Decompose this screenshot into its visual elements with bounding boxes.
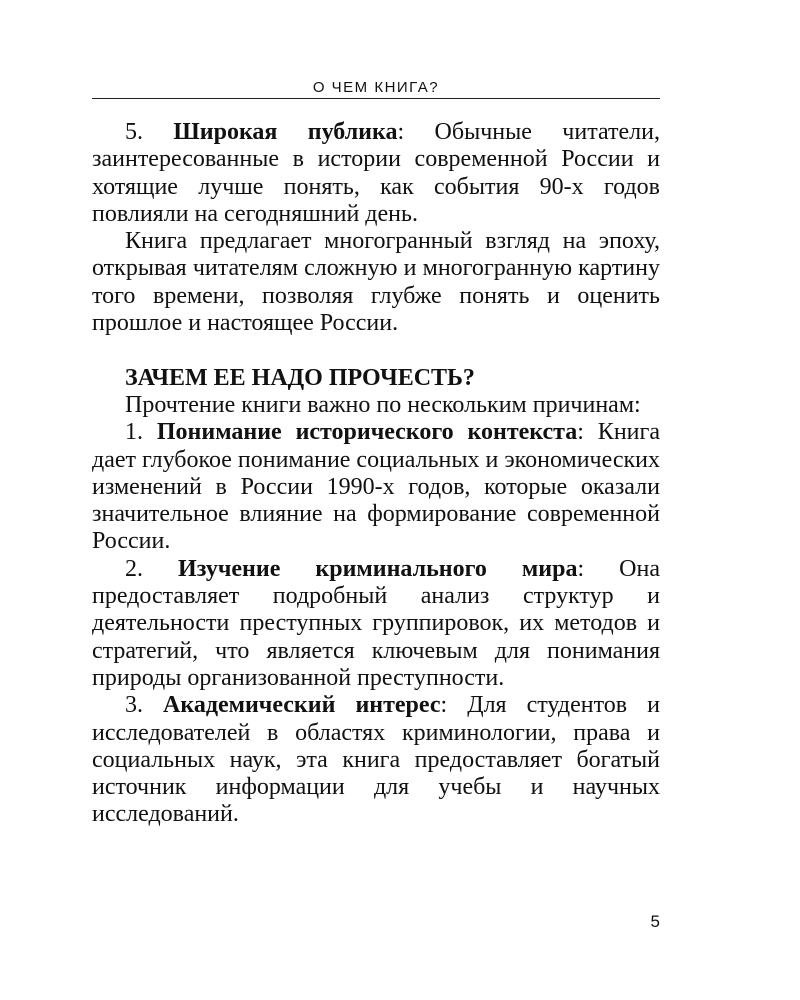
item-term: Понимание исторического контекста [156,419,578,446]
summary-paragraph: Книга предлагает многогранный взгляд на эпоху, открывая читателям сложную и многогранную картину того времени, позволяя глубже понять и оценить прошлое и настоящее России. [92,228,660,337]
item-number: 3. [125,692,164,719]
header-divider [92,98,660,99]
intro-paragraph: Прочтение книги важно по нескольким причинам: [125,391,641,418]
reason-item-3 [92,692,660,828]
running-title: О ЧЕМ КНИГА? [312,79,440,96]
item-number: 1. [125,419,157,446]
body-text [92,119,660,829]
section-heading: ЗАЧЕМ ЕЕ НАДО ПРОЧЕСТЬ? [125,364,475,391]
item-text: : Книга дает глубокое понимание социальных и экономических изменений в России 1990-х годов, которые оказали значительное влияние на формирование современной России. [92,419,661,555]
page-number: 5 [650,912,660,931]
reason-item-1 [92,419,660,555]
list-item-5 [92,119,660,228]
item-text: : Обычные читатели, заинтересованные в истории современной России и хотящие лучше понять, как события 90-х годов повлияли на сегодняшний день. [92,119,660,227]
item-term: Широкая публика [173,119,398,145]
item-text: : Она предоставляет подробный анализ структур и деятельности преступных группировок, их методов и стратегий, что является ключевым для понимания природы организованной преступности. [92,555,661,691]
item-number: 5. [125,119,174,145]
item-term: Изучение криминального мира [178,555,578,582]
reason-item-2 [92,556,660,692]
item-term: Академический интерес [163,692,441,719]
item-text: : Для студентов и исследователей в областях криминологии, права и социальных наук, эта книга предоставляет богатый источник информации для учебы и научных исследований. [92,692,661,828]
item-number: 2. [125,555,179,582]
